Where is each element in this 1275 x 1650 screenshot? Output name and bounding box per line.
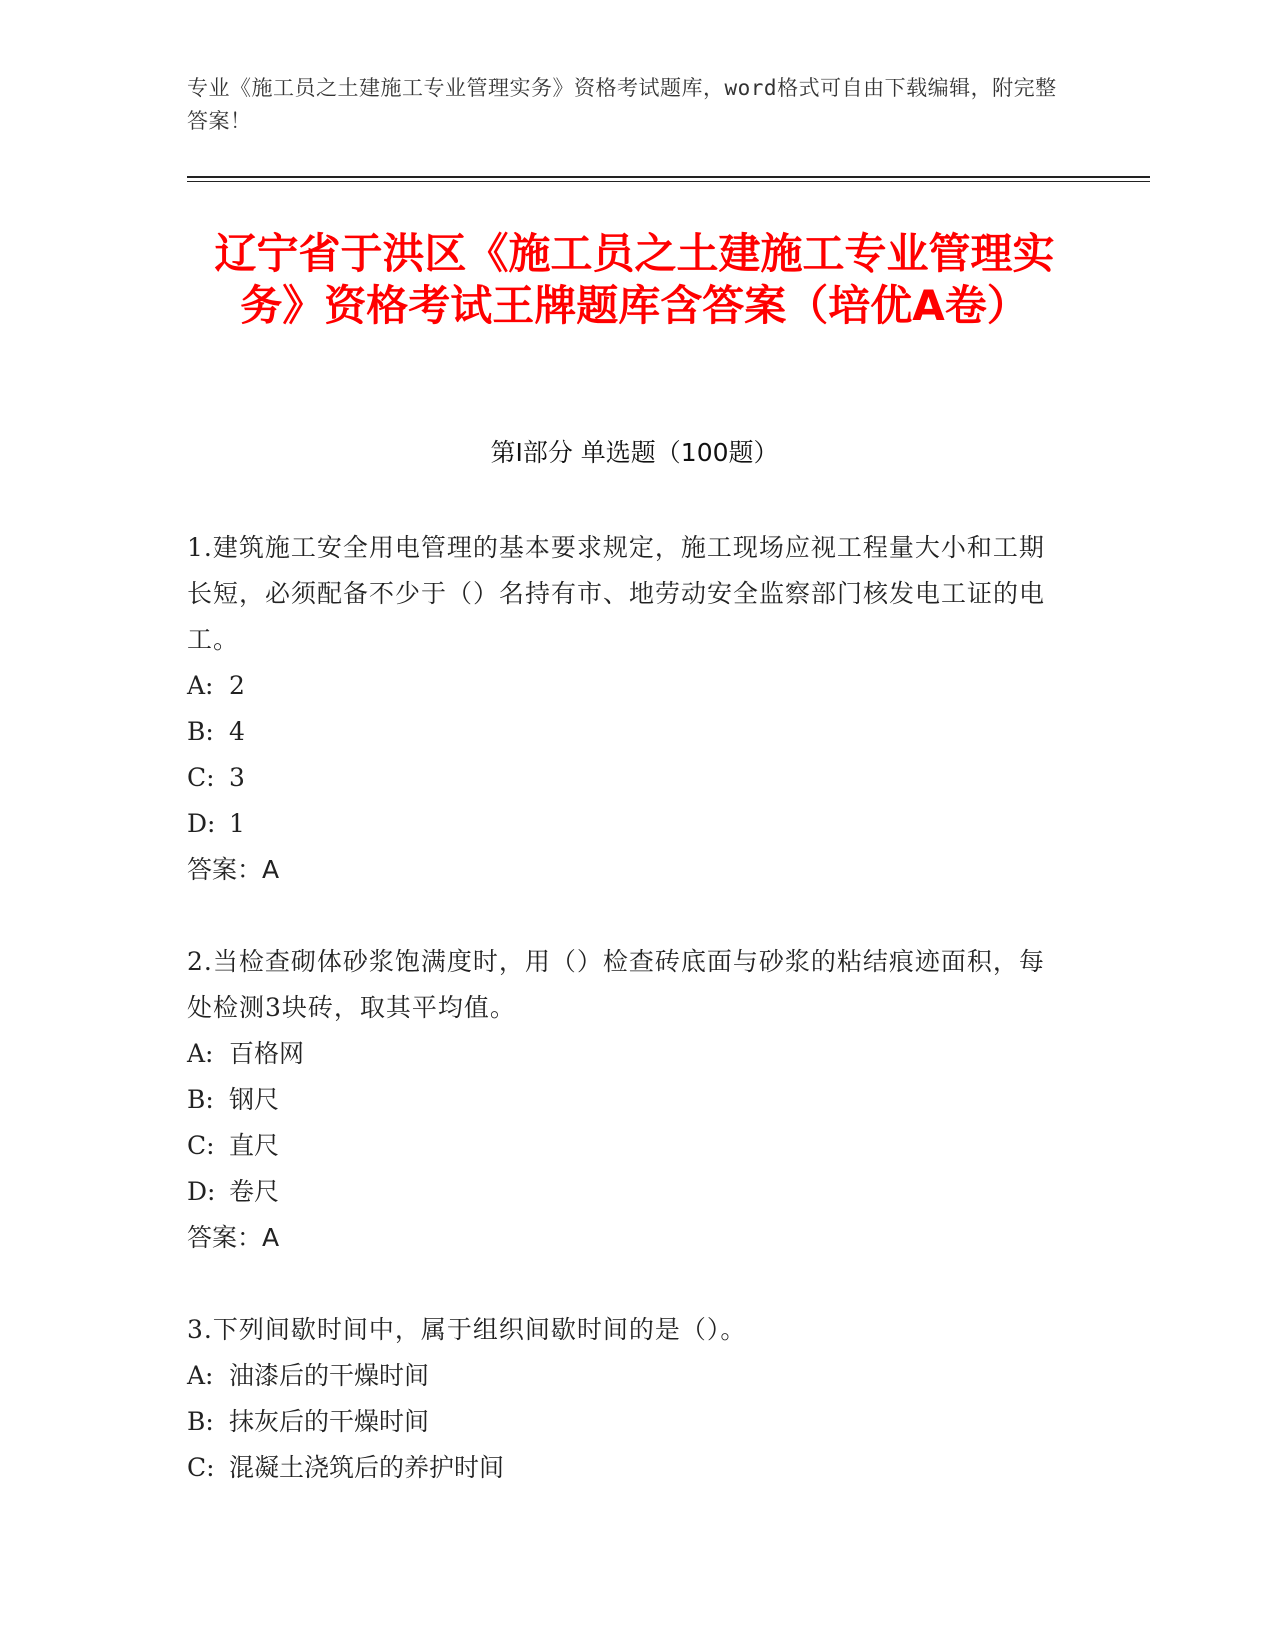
option-text: 直尺 <box>229 1131 280 1160</box>
question-stem: 2.当检查砌体砂浆饱满度时，用（）检查砖底面与砂浆的粘结痕迹面积，每处检测3块砖，取其平均值。 <box>187 947 1045 1022</box>
option-letter: B: <box>187 717 214 746</box>
option-letter: C: <box>187 1453 215 1482</box>
header-note: 专业《施工员之土建施工专业管理实务》资格考试题库，word格式可自由下载编辑，附完整答案！ <box>187 76 1057 133</box>
option-text: 油漆后的干燥时间 <box>229 1361 430 1390</box>
option-text: 4 <box>229 717 245 746</box>
option-text: 2 <box>229 671 245 700</box>
question-2 <box>187 939 1067 1261</box>
option-text: 抹灰后的干燥时间 <box>229 1407 430 1436</box>
option-letter: B: <box>187 1085 214 1114</box>
option-c <box>187 1445 1067 1491</box>
document-title: 辽宁省于洪区《施工员之土建施工专业管理实务》资格考试王牌题库含答案（培优A卷） <box>214 229 1055 330</box>
option-text: 3 <box>229 763 245 792</box>
option-text: 卷尺 <box>229 1177 280 1206</box>
option-text: 百格网 <box>229 1039 305 1068</box>
question-stem: 3.下列间歇时间中，属于组织间歇时间的是（）。 <box>187 1315 747 1344</box>
option-text: 钢尺 <box>229 1085 280 1114</box>
question-list <box>187 525 1067 1537</box>
option-a <box>187 1031 1067 1077</box>
option-text: 混凝土浇筑后的养护时间 <box>229 1453 505 1482</box>
option-c <box>187 1123 1067 1169</box>
option-letter: B: <box>187 1407 214 1436</box>
option-a <box>187 663 1067 709</box>
question-1 <box>187 525 1067 893</box>
option-letter: C: <box>187 1131 215 1160</box>
option-b <box>187 709 1067 755</box>
option-letter: A: <box>187 1039 214 1068</box>
question-3 <box>187 1307 1067 1491</box>
option-a <box>187 1353 1067 1399</box>
section-heading: 第I部分 单选题（100题） <box>490 438 779 467</box>
option-b <box>187 1077 1067 1123</box>
question-stem: 1.建筑施工安全用电管理的基本要求规定，施工现场应视工程量大小和工期长短，必须配备不少于（）名持有市、地劳动安全监察部门核发电工证的电工。 <box>187 533 1046 654</box>
option-letter: C: <box>187 763 215 792</box>
option-letter: A: <box>187 671 214 700</box>
option-letter: A: <box>187 1361 214 1390</box>
option-text: 1 <box>229 809 245 838</box>
answer-line: 答案：A <box>187 1223 280 1252</box>
header-divider-thin <box>187 181 1150 182</box>
header-divider <box>187 176 1150 178</box>
option-c <box>187 755 1067 801</box>
option-letter: D: <box>187 1177 216 1206</box>
option-b <box>187 1399 1067 1445</box>
answer-line: 答案：A <box>187 855 280 884</box>
option-d <box>187 1169 1067 1215</box>
option-letter: D: <box>187 809 216 838</box>
option-d <box>187 801 1067 847</box>
